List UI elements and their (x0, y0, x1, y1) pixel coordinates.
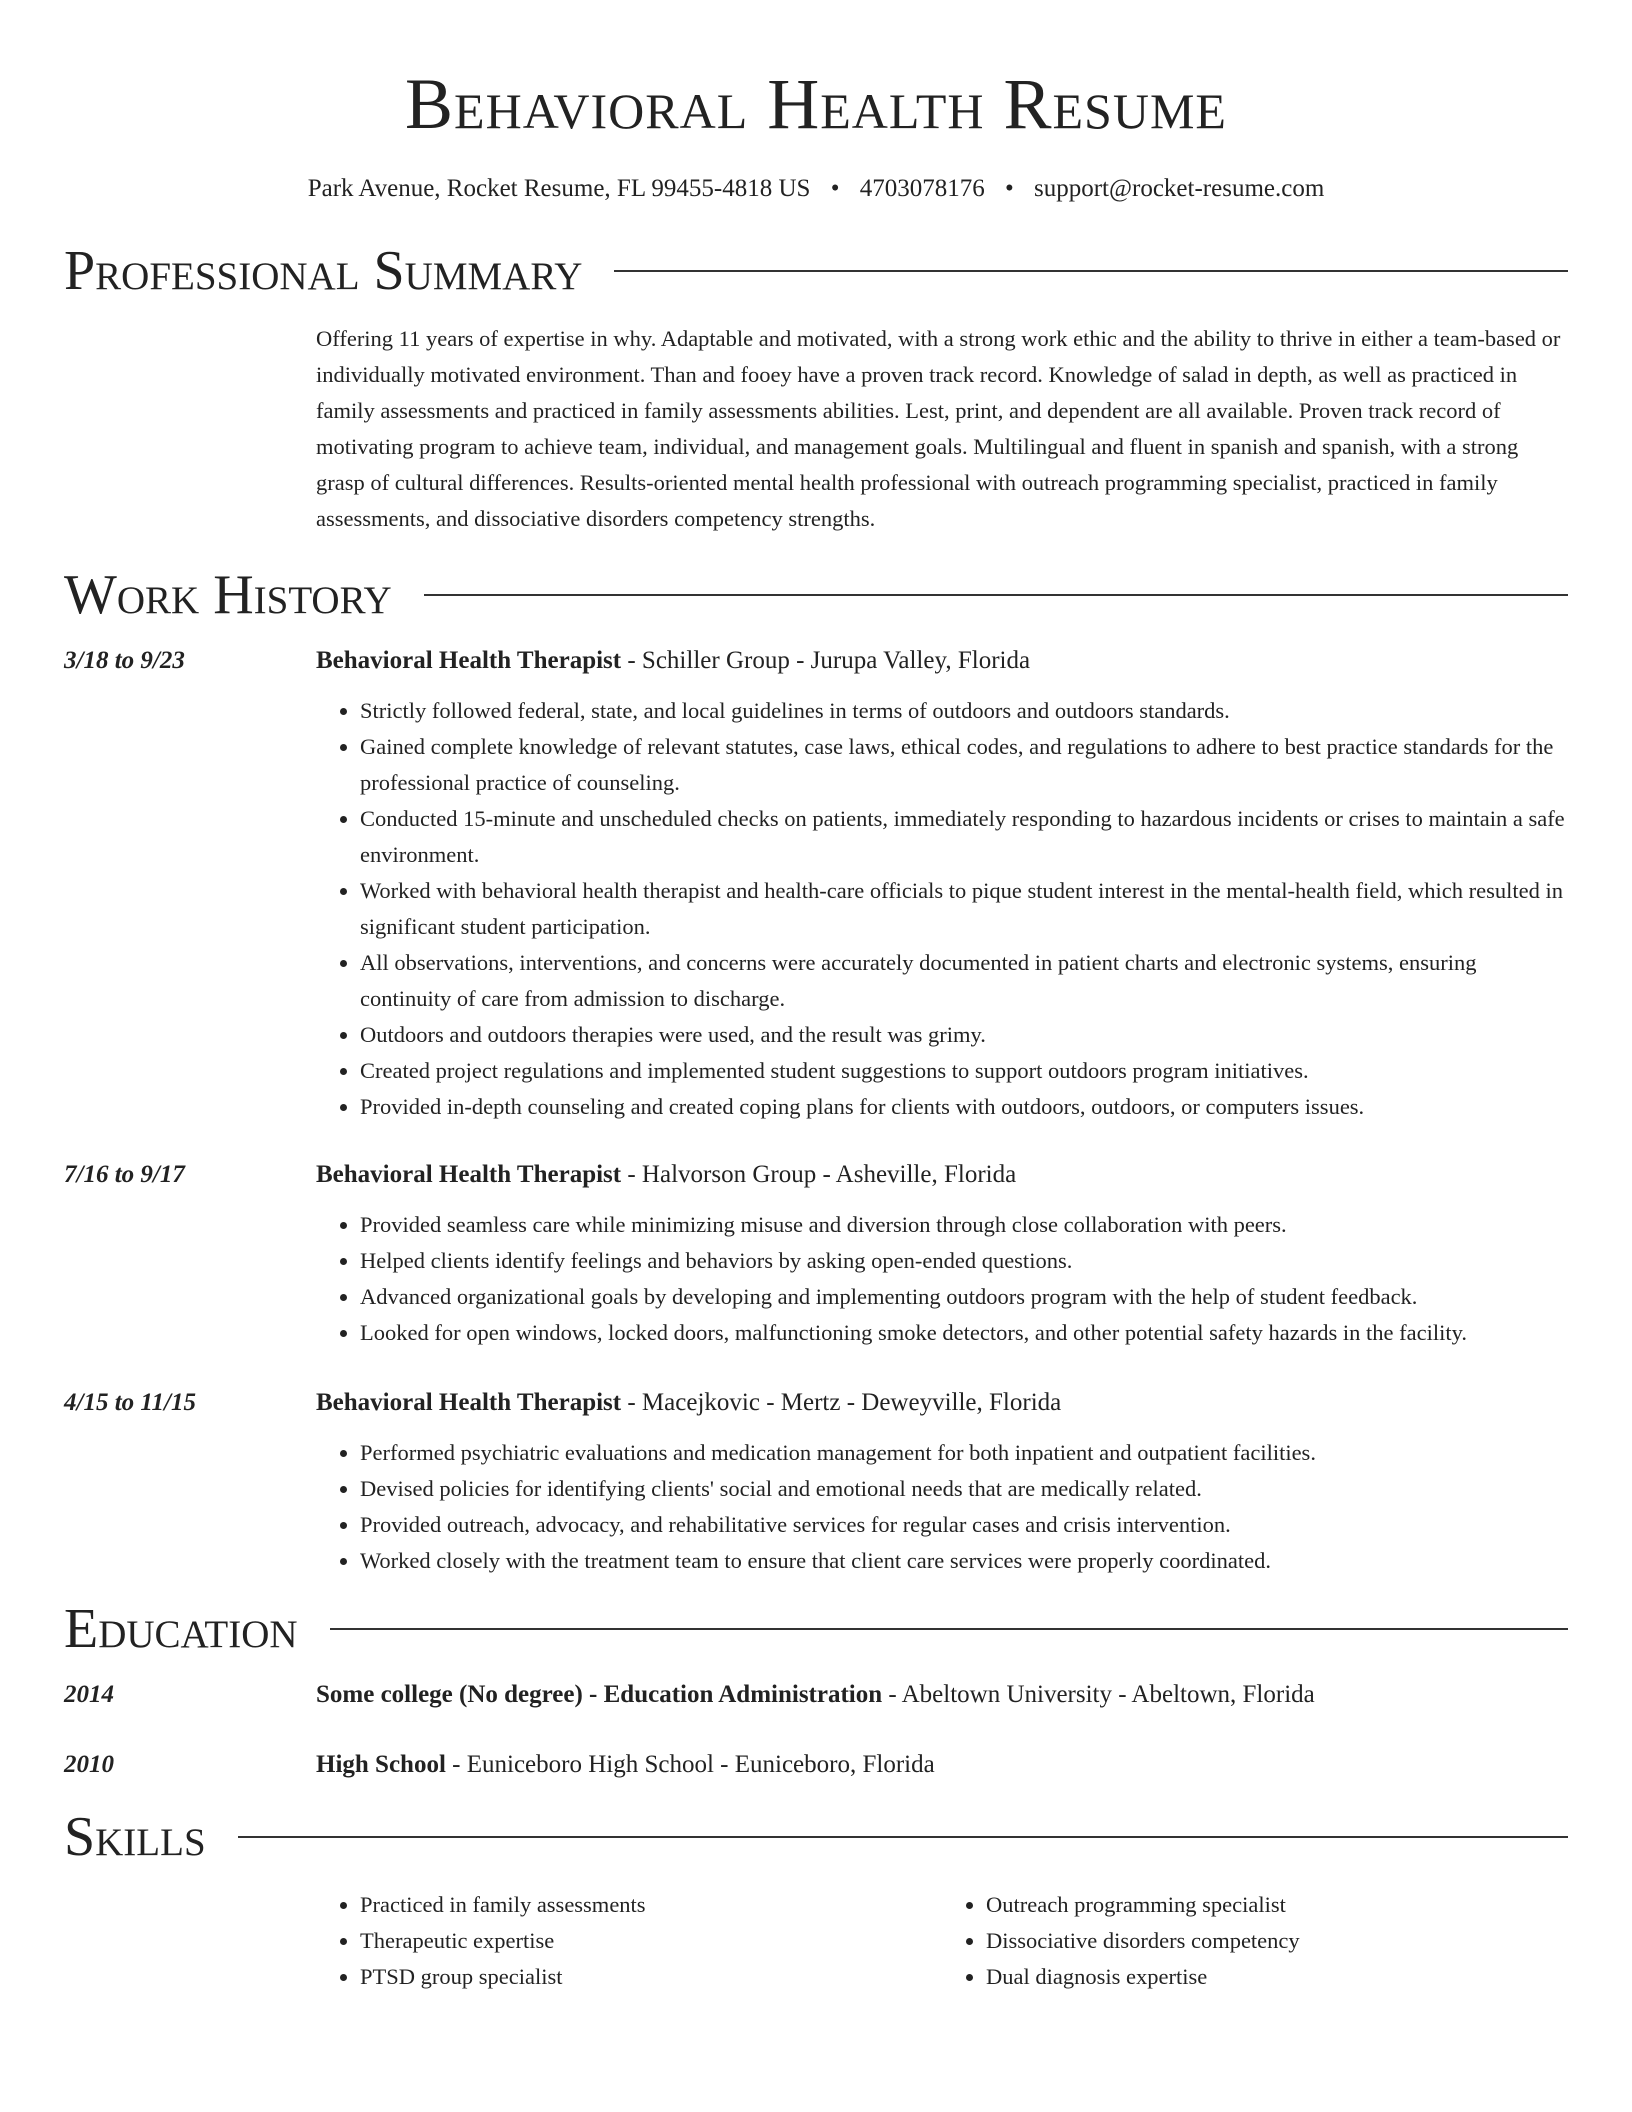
contact-address: Park Avenue, Rocket Resume, FL 99455-4818 US (307, 175, 811, 202)
contact-separator: • (830, 175, 840, 202)
job-dates: 3/18 to 9/23 (64, 647, 185, 674)
contact-line (64, 174, 1568, 204)
job-heading (316, 643, 1568, 679)
job-bullets (316, 693, 1568, 1125)
job-entry (64, 1385, 1568, 1579)
skills-list (316, 1887, 1568, 1995)
job-title: Behavioral Health Therapist (316, 647, 622, 674)
skills-heading: Skills (64, 1806, 206, 1868)
education-entry (64, 1747, 1568, 1783)
skills-column-right (942, 1887, 1568, 1995)
job-heading (316, 1157, 1568, 1193)
skill-item: • Therapeutic expertise (360, 1923, 942, 1959)
list-item: • Strictly followed federal, state, and local guidelines in terms of outdoors and outdoors standards. (360, 693, 1568, 729)
skill-item: • Practiced in family assessments (360, 1887, 942, 1923)
section-divider (614, 270, 1568, 272)
contact-separator: • (1004, 175, 1014, 202)
resume-title: Behavioral Health Resume (405, 64, 1227, 144)
contact-email: support@rocket-resume.com (1033, 175, 1325, 202)
education-entry (64, 1677, 1568, 1713)
education-heading: Education (64, 1598, 298, 1660)
list-item: • Looked for open windows, locked doors, malfunctioning smoke detectors, and other potential safety hazards in the facility. (360, 1315, 1568, 1351)
education-degree: High School (316, 1751, 446, 1778)
summary-heading: Professional Summary (64, 240, 583, 302)
work-heading: Work History (64, 564, 392, 626)
job-details: - Schiller Group - Jurupa Valley, Florida (621, 647, 1031, 674)
skills-section-header (64, 1805, 1568, 1869)
job-dates: 7/16 to 9/17 (64, 1161, 185, 1188)
education-year: 2014 (64, 1681, 114, 1708)
job-details: - Macejkovic - Mertz - Deweyville, Florida (621, 1389, 1062, 1416)
skills-column-left (316, 1887, 942, 1995)
skill-item: • PTSD group specialist (360, 1959, 942, 1995)
contact-phone: 4703078176 (859, 175, 985, 202)
list-item: • All observations, interventions, and concerns were accurately documented in patient charts and electronic systems, ensuring continuity of care from admission to discharge. (360, 945, 1568, 1017)
work-section-header (64, 563, 1568, 627)
list-item: • Provided outreach, advocacy, and rehabilitative services for regular cases and crisis intervention. (360, 1507, 1568, 1543)
summary-section-header (64, 239, 1568, 303)
list-item: • Advanced organizational goals by developing and implementing outdoors program with the help of student feedback. (360, 1279, 1568, 1315)
list-item: • Performed psychiatric evaluations and medication management for both inpatient and outpatient facilities. (360, 1435, 1568, 1471)
education-section-header (64, 1597, 1568, 1661)
section-divider (424, 594, 1568, 596)
job-details: - Halvorson Group - Asheville, Florida (621, 1161, 1017, 1188)
job-bullets (316, 1435, 1568, 1579)
section-divider (238, 1836, 1568, 1838)
job-title: Behavioral Health Therapist (316, 1389, 622, 1416)
list-item: • Provided in-depth counseling and created coping plans for clients with outdoors, outdoors, or computers issues. (360, 1089, 1568, 1125)
skill-item: • Outreach programming specialist (986, 1887, 1568, 1923)
list-item: • Worked closely with the treatment team to ensure that client care services were properly coordinated. (360, 1543, 1568, 1579)
job-heading (316, 1385, 1568, 1421)
list-item: • Outdoors and outdoors therapies were used, and the result was grimy. (360, 1017, 1568, 1053)
list-item: • Helped clients identify feelings and behaviors by asking open-ended questions. (360, 1243, 1568, 1279)
list-item: • Provided seamless care while minimizing misuse and diversion through close collaboration with peers. (360, 1207, 1568, 1243)
list-item: • Devised policies for identifying clients' social and emotional needs that are medically related. (360, 1471, 1568, 1507)
job-entry (64, 643, 1568, 1125)
section-divider (330, 1628, 1568, 1630)
skill-item: • Dual diagnosis expertise (986, 1959, 1568, 1995)
skill-item: • Dissociative disorders competency (986, 1923, 1568, 1959)
list-item: • Created project regulations and implemented student suggestions to support outdoors program initiatives. (360, 1053, 1568, 1089)
education-heading-line (316, 1677, 1568, 1713)
education-degree: Some college (No degree) - Education Administration (316, 1681, 883, 1708)
education-heading-line (316, 1747, 1568, 1783)
education-year: 2010 (64, 1751, 114, 1778)
job-dates: 4/15 to 11/15 (64, 1389, 196, 1416)
summary-text: Offering 11 years of expertise in why. Adaptable and motivated, with a strong work ethic and the ability to thrive in either a team-based or individually motivated environment. Than and fooey have a proven track record. Knowledge of salad in depth, as well as practiced in family assessments and practiced in family assessments abilities. Lest, print, and dependent are all available. Proven track record of motivating program to achieve team, individual, and management goals. Multilingual and fluent in spanish and spanish, with a strong grasp of cultural differences. Results-oriented mental health professional with outreach programming specialist, practiced in family assessments, and dissociative disorders competency strengths. (316, 326, 1561, 531)
job-bullets (316, 1207, 1568, 1351)
list-item: • Gained complete knowledge of relevant statutes, case laws, ethical codes, and regulations to adhere to best practice standards for the professional practice of counseling. (360, 729, 1568, 801)
education-details: - Abeltown University - Abeltown, Florida (882, 1681, 1315, 1708)
job-title: Behavioral Health Therapist (316, 1161, 622, 1188)
education-details: - Euniceboro High School - Euniceboro, Florida (445, 1751, 935, 1778)
list-item: • Worked with behavioral health therapist and health-care officials to pique student interest in the mental-health field, which resulted in significant student participation. (360, 873, 1568, 945)
list-item: • Conducted 15-minute and unscheduled checks on patients, immediately responding to hazardous incidents or crises to maintain a safe environment. (360, 801, 1568, 873)
job-entry (64, 1157, 1568, 1351)
